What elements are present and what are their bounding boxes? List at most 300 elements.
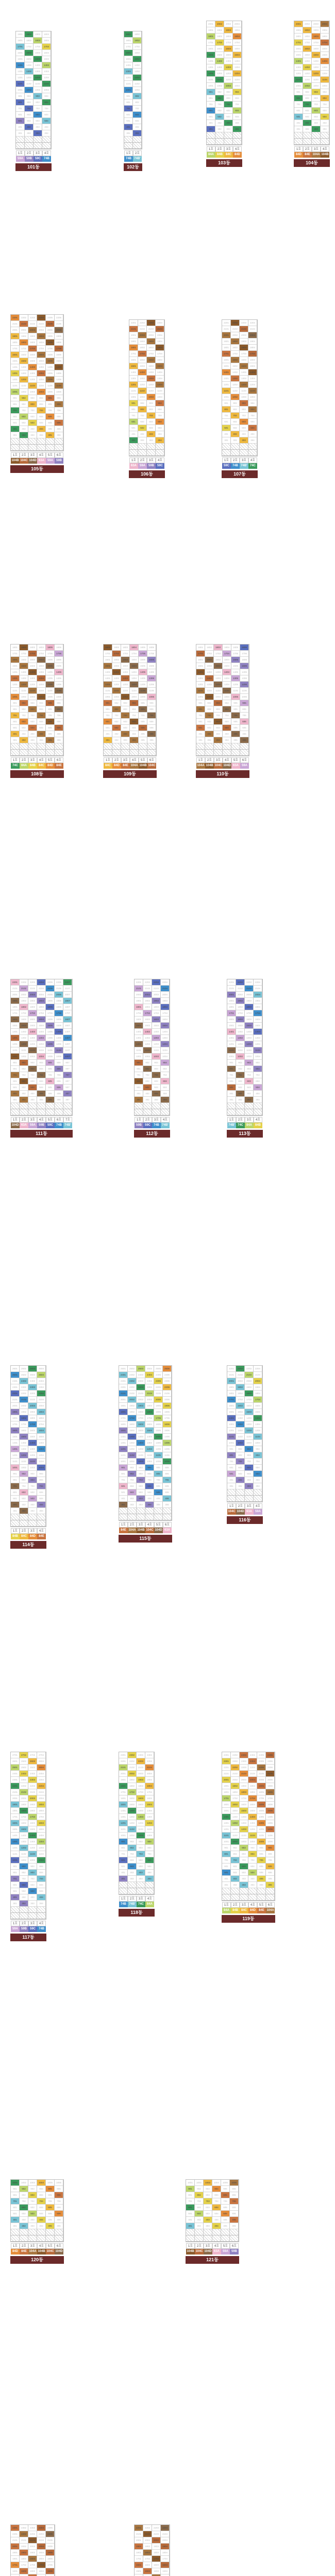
unit-cell: 2006 <box>266 1777 275 1783</box>
unit-cell: 1305 <box>46 675 55 682</box>
unit-cell: 704 <box>254 1072 262 1078</box>
unit-cell: 602 <box>303 108 312 114</box>
unit-cell: 1403 <box>240 369 248 376</box>
unit-cell: 405 <box>154 1496 163 1502</box>
floor-row <box>129 338 164 345</box>
unit-cell: 2301 <box>119 1378 128 1384</box>
unit-cell: 1401 <box>294 58 303 64</box>
floor-row <box>227 1378 262 1384</box>
line-number: 1호 <box>129 457 138 463</box>
unit-cell: 1502 <box>128 1802 137 1808</box>
line-type: 74B <box>119 1902 128 1907</box>
unit-cell: 2502 <box>128 1366 137 1372</box>
unit-cell: 1903 <box>28 333 37 340</box>
unit-cell: 603 <box>204 2205 212 2211</box>
unit-cell: 2103 <box>240 1771 248 1777</box>
floor-row <box>227 1415 262 1421</box>
unit-cell: 705 <box>46 408 55 414</box>
floor-row <box>196 713 249 719</box>
unit-cell: 1001 <box>207 83 215 89</box>
unit-cell: 1704 <box>37 1814 46 1820</box>
floor-row <box>196 737 249 743</box>
unit-cell: 306 <box>55 1097 63 1103</box>
unit-cell: 2405 <box>257 1752 266 1758</box>
unit-cell: 2506 <box>163 1366 172 1372</box>
unit-cell: 403 <box>28 1502 37 1508</box>
unit-cell: 1704 <box>145 1415 154 1421</box>
unit-cell: 1701 <box>227 1010 236 1016</box>
unit-cell <box>55 2229 63 2235</box>
unit-cell: 1305 <box>257 1820 266 1826</box>
unit-cell: 2105 <box>257 1771 266 1777</box>
floor-row <box>119 1802 154 1808</box>
floor-row <box>227 1010 262 1016</box>
unit-cell: 1102 <box>112 688 121 694</box>
unit-cell: 1504 <box>321 52 329 58</box>
unit-cell: 1801 <box>16 38 25 44</box>
unit-cell: 1102 <box>128 1452 137 1459</box>
floor-row <box>227 1004 262 1010</box>
unit-cell: 406 <box>55 426 63 432</box>
unit-cell <box>143 1109 152 1115</box>
unit-cell: 2201 <box>11 315 20 321</box>
floor-row <box>11 1397 46 1403</box>
unit-cell: 504 <box>37 1888 46 1894</box>
unit-cell: 2001 <box>207 21 215 27</box>
unit-cell <box>231 450 240 456</box>
unit-cell: 404 <box>161 1091 170 1097</box>
floor-row <box>207 21 242 27</box>
unit-cell: 904 <box>254 1446 262 1452</box>
unit-cell: 1703 <box>152 2556 161 2562</box>
unit-cell: 1901 <box>119 1777 128 1783</box>
unit-cell: 502 <box>20 420 28 426</box>
unit-cell: 404 <box>37 1091 46 1097</box>
line-number: 4호 <box>37 1528 46 1534</box>
unit-cell: 1603 <box>245 1403 254 1409</box>
unit-cell: 1503 <box>152 1023 161 1029</box>
unit-cell: 1904 <box>37 998 46 1004</box>
unit-cell: 2104 <box>37 986 46 992</box>
unit-cell: 2001 <box>119 1397 128 1403</box>
floor-row <box>294 27 329 33</box>
building-name: 118동 <box>119 1909 155 1917</box>
unit-cell: 1404 <box>248 1814 257 1820</box>
line-type: 104C <box>46 2249 55 2255</box>
unit-cell: 2106 <box>163 1391 172 1397</box>
unit-cell: 2202 <box>236 1366 245 1372</box>
unit-cell: 701 <box>124 106 133 112</box>
unit-cell: 1202 <box>128 1446 137 1452</box>
unit-cell: 602 <box>20 414 28 420</box>
floor-row <box>11 420 63 426</box>
floor-row <box>11 1502 46 1508</box>
floor-row <box>11 1440 46 1446</box>
unit-cell: 1702 <box>20 1010 28 1016</box>
unit-cell: 1501 <box>11 1826 20 1833</box>
floor-row <box>294 40 329 46</box>
unit-cell: 2004 <box>233 21 242 27</box>
unit-cell: 1805 <box>154 1409 163 1415</box>
unit-cell: 1804 <box>145 1783 154 1789</box>
unit-cell: 1903 <box>137 1403 145 1409</box>
unit-cell: 803 <box>28 401 37 408</box>
line-type-row <box>11 458 63 464</box>
unit-cell: 403 <box>34 124 42 130</box>
unit-cell: 1806 <box>147 645 156 651</box>
unit-cell: 2203 <box>137 1758 145 1765</box>
unit-cell: 702 <box>195 2198 204 2205</box>
line-type: 104B <box>137 1528 145 1533</box>
unit-cell: 1307 <box>63 1035 72 1041</box>
floor-row <box>11 1820 46 1826</box>
unit-cell: 1504 <box>130 663 139 669</box>
unit-cell: 1102 <box>20 688 28 694</box>
unit-cell: 1601 <box>11 2568 20 2574</box>
unit-cell: 604 <box>37 1078 46 1084</box>
floor-row <box>11 1066 72 1072</box>
unit-cell: 605 <box>46 719 55 725</box>
unit-cell: 2004 <box>254 992 262 998</box>
unit-cell <box>55 438 63 445</box>
unit-cell: 901 <box>294 89 303 95</box>
unit-cell: 1304 <box>37 370 46 377</box>
floor-row <box>119 1814 154 1820</box>
unit-cell: 1403 <box>147 369 156 376</box>
unit-cell: 1704 <box>42 44 51 50</box>
unit-cell: 1201 <box>119 1820 128 1826</box>
unit-cell <box>11 1907 20 1913</box>
line-type: 104B <box>205 763 214 769</box>
unit-cell: 1502 <box>133 56 142 62</box>
unit-cell: 1503 <box>28 663 37 669</box>
floor-row <box>16 56 51 62</box>
unit-cell: 1002 <box>138 394 147 400</box>
unit-cell: 606 <box>240 719 249 725</box>
floor-row <box>11 370 63 377</box>
line-number: 4호 <box>248 1902 257 1908</box>
unit-cell: 1206 <box>163 1446 172 1452</box>
unit-cell: 1402 <box>231 369 240 376</box>
unit-cell: 701 <box>11 713 20 719</box>
unit-cell: 703 <box>224 101 233 108</box>
unit-cell: 2103 <box>245 1372 254 1378</box>
floor-row <box>294 108 329 114</box>
unit-cell <box>221 2235 230 2242</box>
unit-cell: 1301 <box>222 1820 231 1826</box>
floor-row <box>119 1502 172 1508</box>
line-number: 2호 <box>133 150 142 156</box>
unit-cell: 2406 <box>266 1752 275 1758</box>
unit-cell: 703 <box>28 1876 37 1882</box>
floor-row <box>227 1391 262 1397</box>
unit-cell: 604 <box>254 1465 262 1471</box>
unit-cell: 1801 <box>129 345 138 351</box>
floor-row <box>11 2186 63 2192</box>
unit-cell: 1501 <box>227 1023 236 1029</box>
unit-cell <box>130 743 139 750</box>
unit-cell: 1604 <box>161 2562 170 2568</box>
floor-row <box>135 979 170 986</box>
unit-cell: 2603 <box>28 1366 37 1372</box>
unit-cell: 1801 <box>135 2550 143 2556</box>
unit-cell: 2204 <box>37 2531 46 2537</box>
unit-cell: 2703 <box>28 1752 37 1758</box>
unit-cell: 903 <box>28 1863 37 1870</box>
unit-cell: 906 <box>230 2186 239 2192</box>
unit-cell: 1504 <box>254 1023 262 1029</box>
unit-cell: 1301 <box>11 1839 20 1845</box>
unit-cell: 1003 <box>245 1054 254 1060</box>
unit-cell: 1803 <box>28 645 37 651</box>
floor-row <box>119 1477 172 1483</box>
unit-cell: 1602 <box>143 2562 152 2568</box>
floor-row <box>104 737 156 743</box>
unit-cell: 306 <box>163 1502 172 1508</box>
line-type: 74C <box>236 1123 245 1128</box>
unit-cell: 1803 <box>28 1808 37 1814</box>
unit-cell: 403 <box>28 2217 37 2223</box>
line-number: 3호 <box>34 150 42 156</box>
unit-cell: 1602 <box>236 1016 245 1023</box>
line-type: 59A <box>240 763 249 769</box>
floor-row <box>11 438 63 445</box>
unit-cell: 1804 <box>156 345 164 351</box>
building-block <box>10 2524 55 2576</box>
floor-row <box>207 64 242 71</box>
unit-cell: 2201 <box>222 1765 231 1771</box>
unit-cell: 901 <box>227 1446 236 1452</box>
unit-cell: 2006 <box>55 327 63 333</box>
unit-cell: 1104 <box>254 1047 262 1054</box>
unit-cell: 1001 <box>129 394 138 400</box>
unit-cell: 1503 <box>240 363 248 369</box>
unit-cell: 1201 <box>294 71 303 77</box>
unit-cell: 2103 <box>152 2531 161 2537</box>
unit-cell: 305 <box>231 737 240 743</box>
line-type: 59A <box>254 1509 262 1515</box>
unit-cell: 901 <box>196 700 205 706</box>
unit-cell: 1102 <box>20 1459 28 1465</box>
unit-cell: 2002 <box>20 2544 28 2550</box>
unit-cell: 1901 <box>222 1783 231 1789</box>
unit-cell: 1701 <box>129 351 138 357</box>
unit-cell: 702 <box>112 713 121 719</box>
unit-cell: 1802 <box>143 1004 152 1010</box>
floor-row <box>16 69 51 75</box>
floor-row <box>11 675 63 682</box>
unit-cell: 1802 <box>236 1004 245 1010</box>
unit-cell: 1804 <box>223 645 231 651</box>
floor-row <box>222 1820 275 1826</box>
line-number-row <box>222 1902 275 1908</box>
unit-cell: 1401 <box>196 669 205 675</box>
unit-cell: 502 <box>231 1870 240 1876</box>
unit-cell: 1404 <box>145 1808 154 1814</box>
unit-cell: 1203 <box>312 71 321 77</box>
floor-row <box>16 112 51 118</box>
unit-cell: 1405 <box>46 364 55 370</box>
floor-row <box>11 2180 63 2186</box>
floor-row <box>227 1440 262 1446</box>
unit-cell: 1704 <box>161 2556 170 2562</box>
unit-cell: 904 <box>212 2186 221 2192</box>
unit-cell: 402 <box>20 426 28 432</box>
floor-row <box>227 1483 262 1489</box>
line-number: 2호 <box>231 1902 240 1908</box>
unit-cell <box>303 139 312 145</box>
unit-cell: 604 <box>37 414 46 420</box>
line-number: 2호 <box>20 1528 28 1534</box>
unit-cell: 703 <box>240 413 248 419</box>
unit-cell: 402 <box>195 2217 204 2223</box>
floor-row <box>11 1084 72 1091</box>
unit-cell: 1601 <box>104 657 112 663</box>
unit-cell: 302 <box>143 1097 152 1103</box>
unit-cell: 1204 <box>254 1041 262 1047</box>
unit-cell: 1902 <box>143 2544 152 2550</box>
building-block <box>15 31 52 171</box>
unit-cell: 804 <box>223 706 231 713</box>
unit-cell: 1404 <box>37 364 46 370</box>
unit-cell: 2601 <box>11 1366 20 1372</box>
unit-cell: 2306 <box>163 1378 172 1384</box>
unit-cell: 1601 <box>16 50 25 56</box>
floor-row <box>227 1016 262 1023</box>
unit-cell: 901 <box>11 395 20 401</box>
unit-cell: 304 <box>223 737 231 743</box>
floor-row <box>16 124 51 130</box>
floor-row <box>11 2562 55 2568</box>
unit-cell: 903 <box>245 1446 254 1452</box>
floor-row <box>129 400 164 406</box>
line-type: 59A <box>221 2249 230 2255</box>
unit-cell: 1405 <box>139 669 147 675</box>
unit-cell: 503 <box>28 1084 37 1091</box>
unit-cell: 703 <box>204 2198 212 2205</box>
unit-cell: 1802 <box>138 345 147 351</box>
unit-cell <box>266 1888 275 1894</box>
unit-cell <box>145 1882 154 1888</box>
unit-cell <box>236 1103 245 1109</box>
unit-cell <box>55 750 63 756</box>
floor-row <box>294 126 329 132</box>
floor-row <box>227 1489 262 1496</box>
unit-cell: 1401 <box>11 364 20 370</box>
unit-cell: 504 <box>248 1870 257 1876</box>
line-type: 84D <box>294 152 303 158</box>
unit-cell: 502 <box>195 2211 204 2217</box>
unit-cell: 303 <box>28 737 37 743</box>
line-number: 4호 <box>254 1503 262 1509</box>
unit-cell: 905 <box>231 700 240 706</box>
unit-cell: 1706 <box>147 651 156 657</box>
line-number-row <box>11 1117 72 1123</box>
unit-cell <box>137 1514 145 1520</box>
unit-cell: 902 <box>20 700 28 706</box>
unit-cell: 1702 <box>143 1010 152 1016</box>
unit-cell <box>196 750 205 756</box>
floor-row <box>11 2525 55 2531</box>
building-block <box>10 1752 46 1941</box>
floor-row <box>11 1882 46 1888</box>
unit-cell: 1704 <box>37 1010 46 1016</box>
unit-cell: 1803 <box>137 1409 145 1415</box>
unit-cell: 2001 <box>227 992 236 998</box>
unit-cell <box>195 2229 204 2235</box>
unit-cell: 2303 <box>28 1777 37 1783</box>
unit-cell <box>20 1913 28 1919</box>
unit-cell: 1305 <box>154 1440 163 1446</box>
unit-cell: 2003 <box>28 992 37 998</box>
unit-cell: 2204 <box>248 320 257 326</box>
floor-row <box>196 706 249 713</box>
line-type: 104B <box>37 2249 46 2255</box>
unit-cell: 1801 <box>135 1004 143 1010</box>
floor-row <box>207 126 242 132</box>
line-type: 104C <box>20 458 28 464</box>
unit-cell: 501 <box>124 118 133 124</box>
unit-cell: 2104 <box>254 986 262 992</box>
unit-cell: 1604 <box>248 357 257 363</box>
unit-cell: 1101 <box>11 1459 20 1465</box>
unit-cell: 605 <box>221 2205 230 2211</box>
unit-cell: 1804 <box>37 1808 46 1814</box>
line-number: 2호 <box>236 1117 245 1123</box>
floor-row <box>227 1066 262 1072</box>
unit-cell: 2302 <box>20 2525 28 2531</box>
unit-cell: 305 <box>46 1097 55 1103</box>
unit-cell: 2504 <box>37 1372 46 1378</box>
unit-cell: 902 <box>128 1839 137 1845</box>
unit-cell: 404 <box>42 124 51 130</box>
unit-cell: 803 <box>137 1471 145 1477</box>
unit-cell: 2303 <box>240 1758 248 1765</box>
unit-cell <box>16 143 25 149</box>
unit-cell: 603 <box>28 1078 37 1084</box>
floor-row <box>119 1783 154 1789</box>
unit-cell: 1003 <box>204 2180 212 2186</box>
unit-cell: 1302 <box>112 675 121 682</box>
building-block <box>222 319 258 478</box>
line-type: 104D <box>204 2249 212 2255</box>
unit-cell: 1402 <box>128 1808 137 1814</box>
line-type: 84E <box>20 2249 28 2255</box>
building-block <box>10 1365 46 1549</box>
unit-cell: 2204 <box>161 2525 170 2531</box>
floor-row <box>11 1477 46 1483</box>
unit-cell: 1902 <box>143 998 152 1004</box>
unit-cell: 603 <box>28 1882 37 1888</box>
line-number: 1호 <box>11 757 20 763</box>
unit-cell: 1702 <box>143 2556 152 2562</box>
unit-cell: 1805 <box>46 2556 55 2562</box>
floor-row <box>227 1084 262 1091</box>
unit-cell: 704 <box>37 408 46 414</box>
line-type: 104D <box>55 2249 63 2255</box>
line-type: 59B <box>37 1123 46 1128</box>
line-type: 104B <box>186 2249 195 2255</box>
unit-cell: 1602 <box>128 1795 137 1802</box>
unit-cell: 1604 <box>37 2568 46 2574</box>
floor-row <box>186 2205 239 2211</box>
unit-cell: 2002 <box>215 21 224 27</box>
unit-cell: 1903 <box>34 31 42 38</box>
unit-cell: 501 <box>129 425 138 431</box>
floor-row <box>135 1091 170 1097</box>
unit-cell: 1603 <box>121 657 130 663</box>
floor-row <box>11 340 63 346</box>
